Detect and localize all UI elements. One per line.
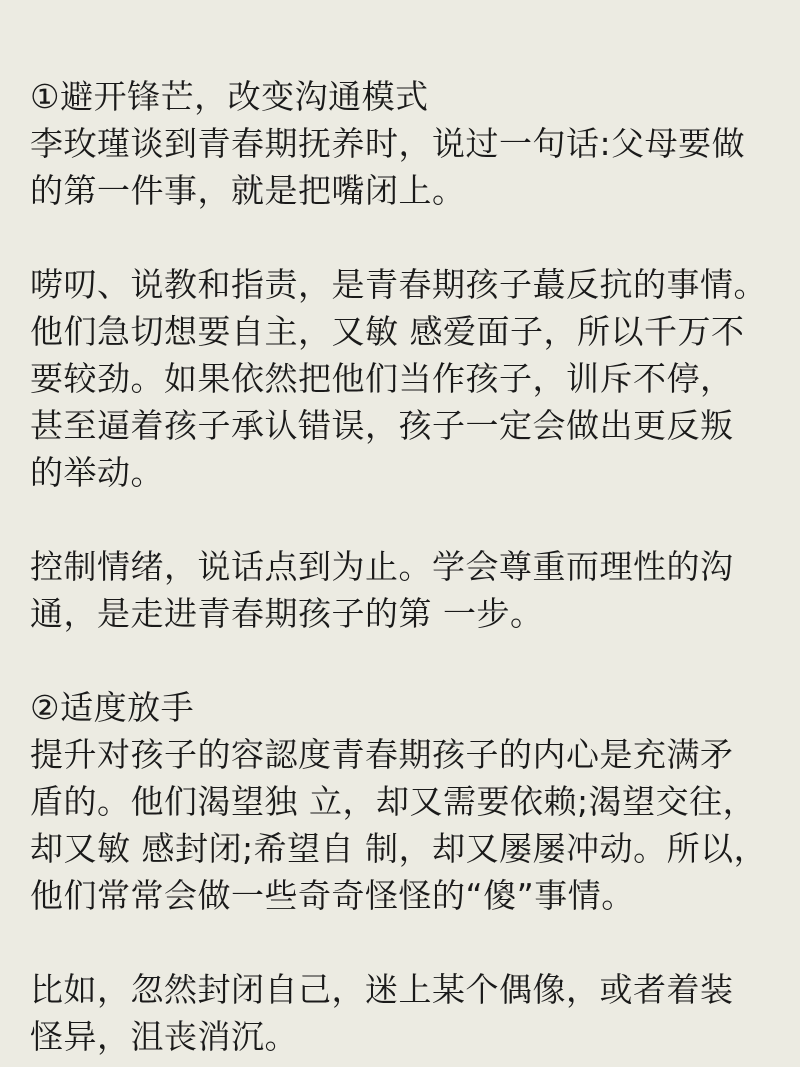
text-line: 的第一件事，就是把嘴闭上。: [30, 171, 466, 210]
text-line: 比如，忽然封闭自己，迷上某个偶像，或者着装: [30, 970, 734, 1009]
paragraph-gap: [30, 919, 800, 966]
paragraph-gap: [30, 637, 800, 684]
text-line: 甚至逼着孩子承认错误，孩子一定会做出更反叛: [30, 406, 734, 445]
text-line: 李玫瑾谈到青春期抚养时，说过一句话:父母要做: [30, 124, 746, 163]
text-line: 却又敏 感封闭;希望自 制，却又屡屡冲动。所以，: [30, 829, 768, 868]
text-line: 盾的。他们渴望独 立，却又需要依赖;渴望交往，: [30, 782, 757, 821]
text-line: 他们急切想要自主，又敏 感爱面子，所以千万不: [30, 312, 745, 351]
heading-2: ②适度放手: [30, 688, 195, 727]
text-line: 提升对孩子的容認度青春期孩子的内心是充满矛: [30, 735, 734, 774]
paragraph-gap: [30, 214, 800, 261]
heading-1: ①避开锋芒，改变沟通模式: [30, 77, 429, 116]
text-line: 控制情绪，说话点到为止。学会尊重而理性的沟: [30, 547, 734, 586]
text-line: 的举动。: [30, 453, 164, 492]
text-line: 唠叨、说教和指责，是青春期孩子蕞反抗的事情。: [30, 265, 767, 304]
text-line: 他们常常会做一些奇奇怪怪的“傻”事情。: [30, 876, 635, 915]
paragraph-gap: [30, 496, 800, 543]
text-line: 怪异，沮丧消沉。: [30, 1017, 298, 1056]
text-line: 要较劲。如果依然把他们当作孩子，训斥不停，: [30, 359, 734, 398]
text-line: 通，是走进青春期孩子的第 一步。: [30, 594, 544, 633]
